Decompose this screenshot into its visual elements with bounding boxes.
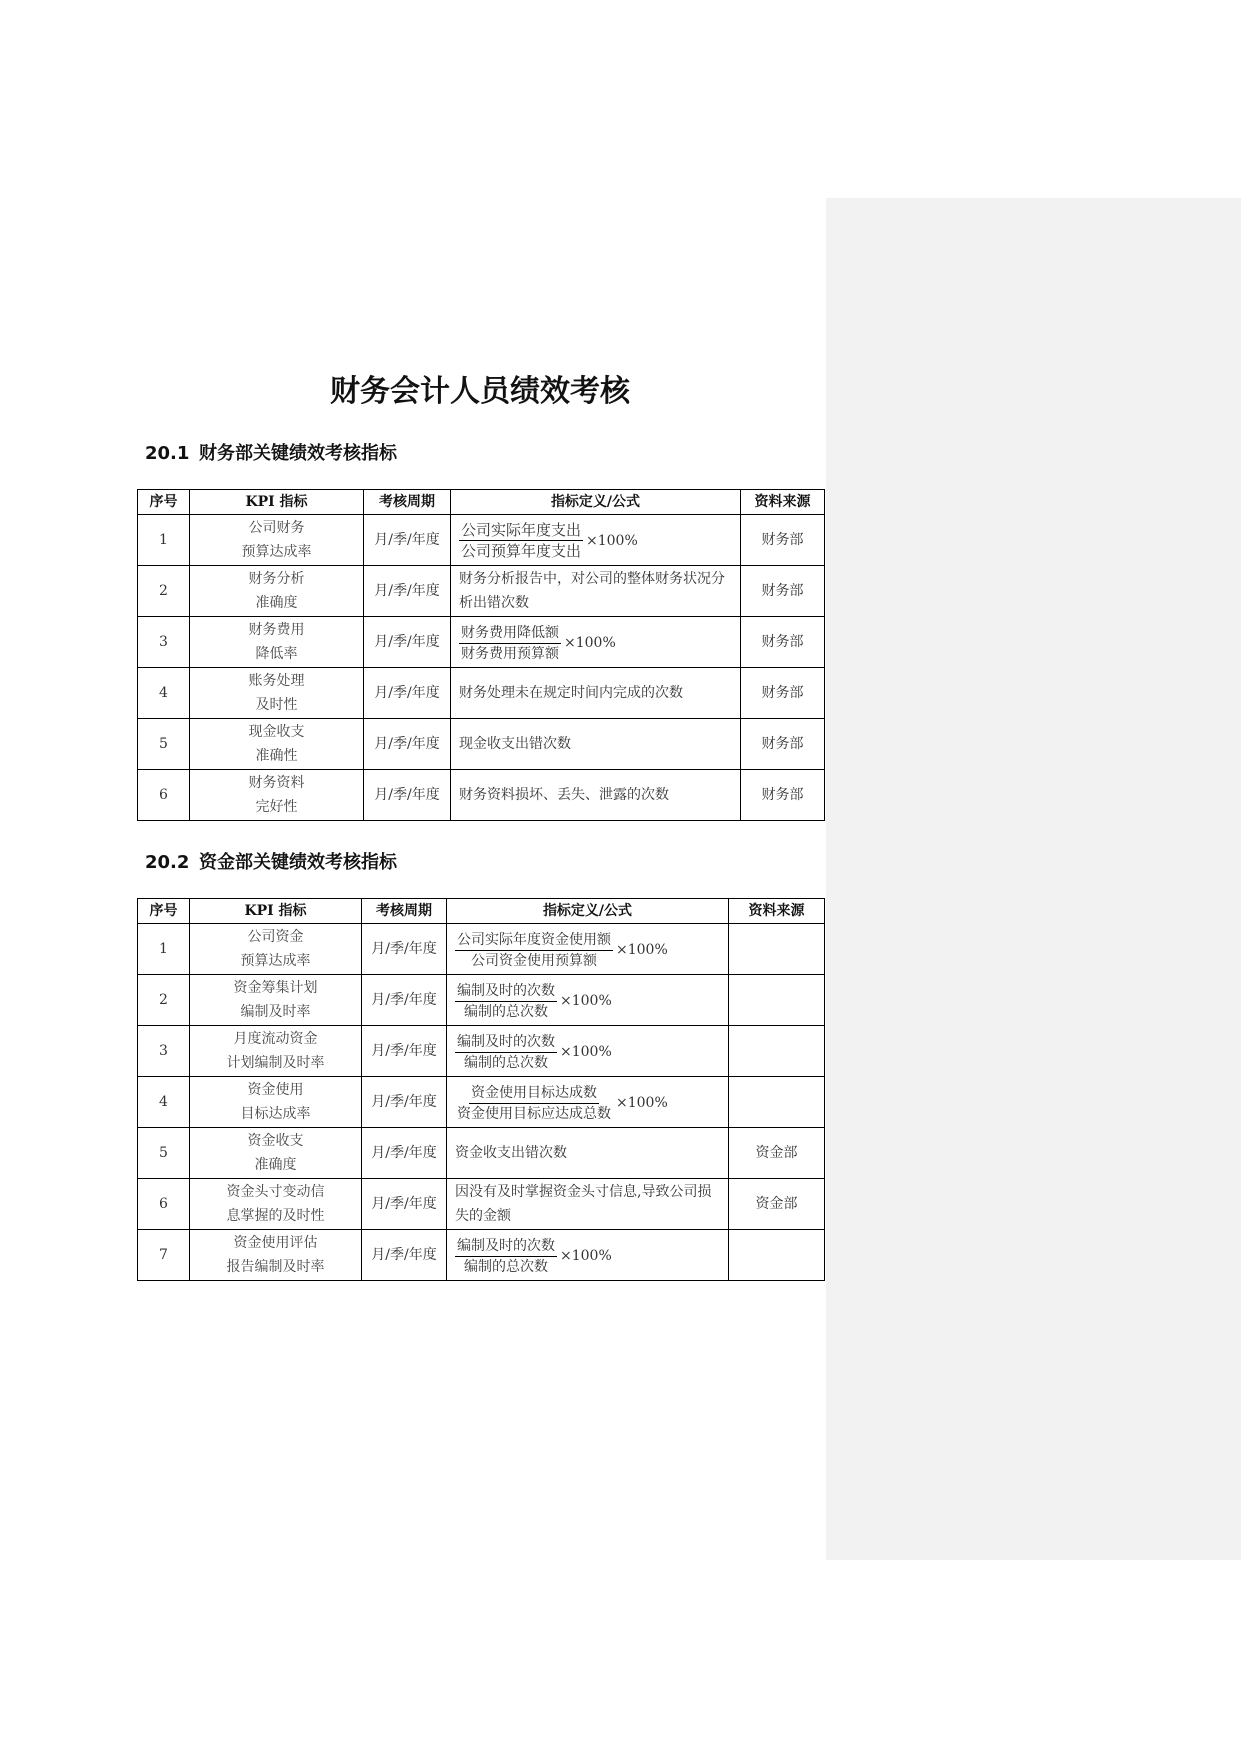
column-header: KPI 指标 <box>190 899 362 924</box>
row-number: 3 <box>138 617 190 668</box>
kpi-name-line: 月度流动资金 <box>233 1031 318 1047</box>
table-row <box>138 770 825 821</box>
formula-multiplier: ×100% <box>560 1248 612 1264</box>
kpi-definition <box>451 566 741 617</box>
kpi-name-line: 息掌握的及时性 <box>226 1208 325 1224</box>
row-number: 4 <box>138 668 190 719</box>
funds-kpi-table <box>137 898 825 1281</box>
definition-text: 因没有及时掌握资金头寸信息,导致公司损失的金额 <box>455 1184 712 1224</box>
kpi-name <box>190 1026 362 1077</box>
column-header: KPI 指标 <box>190 490 364 515</box>
kpi-name <box>190 617 364 668</box>
row-number: 4 <box>138 1077 190 1128</box>
kpi-definition <box>451 770 741 821</box>
kpi-name-line: 现金收支 <box>248 724 305 740</box>
table-header-row <box>138 899 825 924</box>
data-source: 财务部 <box>741 719 825 770</box>
kpi-name-line: 报告编制及时率 <box>226 1259 325 1275</box>
formula-multiplier: ×100% <box>560 993 612 1009</box>
assessment-period: 月/季/年度 <box>362 1230 447 1281</box>
kpi-name <box>190 1128 362 1179</box>
formula <box>455 1083 668 1124</box>
kpi-name-line: 财务资料 <box>248 775 305 791</box>
kpi-definition <box>447 1230 729 1281</box>
kpi-name-line: 账务处理 <box>248 673 305 689</box>
formula-denominator: 公司预算年度支出 <box>461 542 582 560</box>
column-header: 资料来源 <box>729 899 825 924</box>
assessment-period: 月/季/年度 <box>364 515 451 566</box>
row-number: 6 <box>138 1179 190 1230</box>
fraction <box>455 1083 613 1124</box>
table-row <box>138 924 825 975</box>
kpi-definition <box>447 1026 729 1077</box>
formula-multiplier: ×100% <box>586 532 638 549</box>
kpi-name-line: 预算达成率 <box>241 544 312 560</box>
assessment-period: 月/季/年度 <box>362 924 447 975</box>
kpi-definition <box>451 668 741 719</box>
fraction <box>455 1236 557 1277</box>
kpi-definition <box>447 1077 729 1128</box>
kpi-name <box>190 924 362 975</box>
formula-multiplier: ×100% <box>616 1095 668 1111</box>
column-header: 资料来源 <box>741 490 825 515</box>
assessment-period: 月/季/年度 <box>362 975 447 1026</box>
kpi-name-line: 资金收支 <box>247 1133 304 1149</box>
formula <box>455 981 612 1022</box>
formula-numerator: 编制及时的次数 <box>455 1032 557 1053</box>
column-header: 考核周期 <box>364 490 451 515</box>
section-number: 20.1 <box>145 443 190 464</box>
kpi-name-line: 准确性 <box>255 748 298 764</box>
table-row <box>138 617 825 668</box>
kpi-name-line: 公司财务 <box>248 520 305 536</box>
data-source: 财务部 <box>741 566 825 617</box>
row-number: 1 <box>138 515 190 566</box>
kpi-name <box>190 515 364 566</box>
formula-denominator: 编制的总次数 <box>464 1258 548 1275</box>
column-header: 考核周期 <box>362 899 447 924</box>
row-number: 5 <box>138 1128 190 1179</box>
fraction <box>459 520 583 561</box>
data-source: 财务部 <box>741 770 825 821</box>
fraction <box>455 1032 557 1073</box>
formula-numerator: 公司实际年度资金使用额 <box>455 930 613 951</box>
kpi-name-line: 资金使用 <box>247 1082 304 1098</box>
document-title: 财务会计人员绩效考核 <box>330 374 630 409</box>
definition-text: 财务处理未在规定时间内完成的次数 <box>459 685 683 701</box>
kpi-name-line: 财务分析 <box>248 571 305 587</box>
data-source: 财务部 <box>741 617 825 668</box>
row-number: 2 <box>138 566 190 617</box>
kpi-definition <box>447 1179 729 1230</box>
kpi-name-line: 降低率 <box>255 646 298 662</box>
data-source: 财务部 <box>741 668 825 719</box>
kpi-name <box>190 1230 362 1281</box>
row-number: 2 <box>138 975 190 1026</box>
section-heading-finance <box>145 439 397 465</box>
kpi-name-line: 及时性 <box>255 697 298 713</box>
table-row <box>138 566 825 617</box>
section-heading-funds <box>145 848 397 874</box>
assessment-period: 月/季/年度 <box>362 1128 447 1179</box>
formula-multiplier: ×100% <box>564 635 616 651</box>
section-title: 财务部关键绩效考核指标 <box>199 443 397 464</box>
kpi-name-line: 财务费用 <box>248 622 305 638</box>
kpi-name <box>190 719 364 770</box>
kpi-definition <box>447 975 729 1026</box>
kpi-name-line: 准确度 <box>255 595 298 611</box>
table-row <box>138 1230 825 1281</box>
formula <box>455 1236 612 1277</box>
definition-text: 现金收支出错次数 <box>459 736 571 752</box>
formula <box>455 1032 612 1073</box>
table-row <box>138 1077 825 1128</box>
table-row <box>138 719 825 770</box>
table-row <box>138 1026 825 1077</box>
formula-numerator: 财务费用降低额 <box>459 623 561 644</box>
kpi-name <box>190 668 364 719</box>
formula-denominator: 编制的总次数 <box>464 1054 548 1071</box>
data-source: 财务部 <box>741 515 825 566</box>
assessment-period: 月/季/年度 <box>362 1179 447 1230</box>
kpi-name-line: 编制及时率 <box>240 1004 311 1020</box>
definition-text: 资金收支出错次数 <box>455 1145 567 1161</box>
formula <box>459 623 616 664</box>
kpi-definition <box>451 515 741 566</box>
kpi-name <box>190 975 362 1026</box>
definition-text: 财务资料损坏、丢失、泄露的次数 <box>459 787 669 803</box>
assessment-period: 月/季/年度 <box>364 566 451 617</box>
fraction <box>459 623 561 664</box>
kpi-name-line: 资金头寸变动信 <box>226 1184 325 1200</box>
formula-denominator: 公司资金使用预算额 <box>471 952 597 969</box>
table-row <box>138 1179 825 1230</box>
data-source <box>729 975 825 1026</box>
formula-numerator: 编制及时的次数 <box>455 1236 557 1257</box>
kpi-name <box>190 1179 362 1230</box>
formula <box>459 520 638 561</box>
table-row <box>138 515 825 566</box>
formula-denominator: 财务费用预算额 <box>461 645 559 662</box>
assessment-period: 月/季/年度 <box>364 719 451 770</box>
formula-numerator: 公司实际年度支出 <box>461 521 582 539</box>
formula-denominator: 资金使用目标应达成总数 <box>457 1105 611 1122</box>
formula-numerator: 编制及时的次数 <box>455 981 557 1002</box>
column-header: 序号 <box>138 490 190 515</box>
table-header-row <box>138 490 825 515</box>
column-header: 指标定义/公式 <box>447 899 729 924</box>
kpi-name-line: 准确度 <box>254 1157 297 1173</box>
section-title: 资金部关键绩效考核指标 <box>199 852 397 873</box>
kpi-name-line: 计划编制及时率 <box>226 1055 325 1071</box>
kpi-name-line: 公司资金 <box>247 929 304 945</box>
kpi-definition <box>447 1128 729 1179</box>
kpi-name-line: 资金使用评估 <box>233 1235 318 1251</box>
column-header: 指标定义/公式 <box>451 490 741 515</box>
formula-numerator: 资金使用目标达成数 <box>469 1083 599 1104</box>
table-row <box>138 975 825 1026</box>
row-number: 7 <box>138 1230 190 1281</box>
fraction <box>455 930 613 971</box>
kpi-name <box>190 1077 362 1128</box>
fraction <box>455 981 557 1022</box>
kpi-name-line: 资金筹集计划 <box>233 980 318 996</box>
kpi-name <box>190 566 364 617</box>
assessment-period: 月/季/年度 <box>364 617 451 668</box>
data-source <box>729 1230 825 1281</box>
assessment-period: 月/季/年度 <box>364 770 451 821</box>
table-row <box>138 1128 825 1179</box>
formula-denominator: 编制的总次数 <box>464 1003 548 1020</box>
assessment-period: 月/季/年度 <box>362 1026 447 1077</box>
kpi-name <box>190 770 364 821</box>
section-number: 20.2 <box>145 852 190 873</box>
row-number: 5 <box>138 719 190 770</box>
formula-multiplier: ×100% <box>560 1044 612 1060</box>
data-source <box>729 1026 825 1077</box>
kpi-name-line: 完好性 <box>255 799 298 815</box>
data-source: 资金部 <box>729 1179 825 1230</box>
definition-text: 财务分析报告中，对公司的整体财务状况分析出错次数 <box>459 571 725 611</box>
formula-multiplier: ×100% <box>616 942 668 958</box>
assessment-period: 月/季/年度 <box>364 668 451 719</box>
data-source <box>729 924 825 975</box>
finance-kpi-table <box>137 489 825 821</box>
row-number: 6 <box>138 770 190 821</box>
row-number: 1 <box>138 924 190 975</box>
formula <box>455 930 668 971</box>
kpi-name-line: 目标达成率 <box>240 1106 311 1122</box>
row-number: 3 <box>138 1026 190 1077</box>
data-source: 资金部 <box>729 1128 825 1179</box>
assessment-period: 月/季/年度 <box>362 1077 447 1128</box>
kpi-name-line: 预算达成率 <box>240 953 311 969</box>
kpi-definition <box>447 924 729 975</box>
data-source <box>729 1077 825 1128</box>
kpi-definition <box>451 617 741 668</box>
column-header: 序号 <box>138 899 190 924</box>
table-row <box>138 668 825 719</box>
kpi-definition <box>451 719 741 770</box>
